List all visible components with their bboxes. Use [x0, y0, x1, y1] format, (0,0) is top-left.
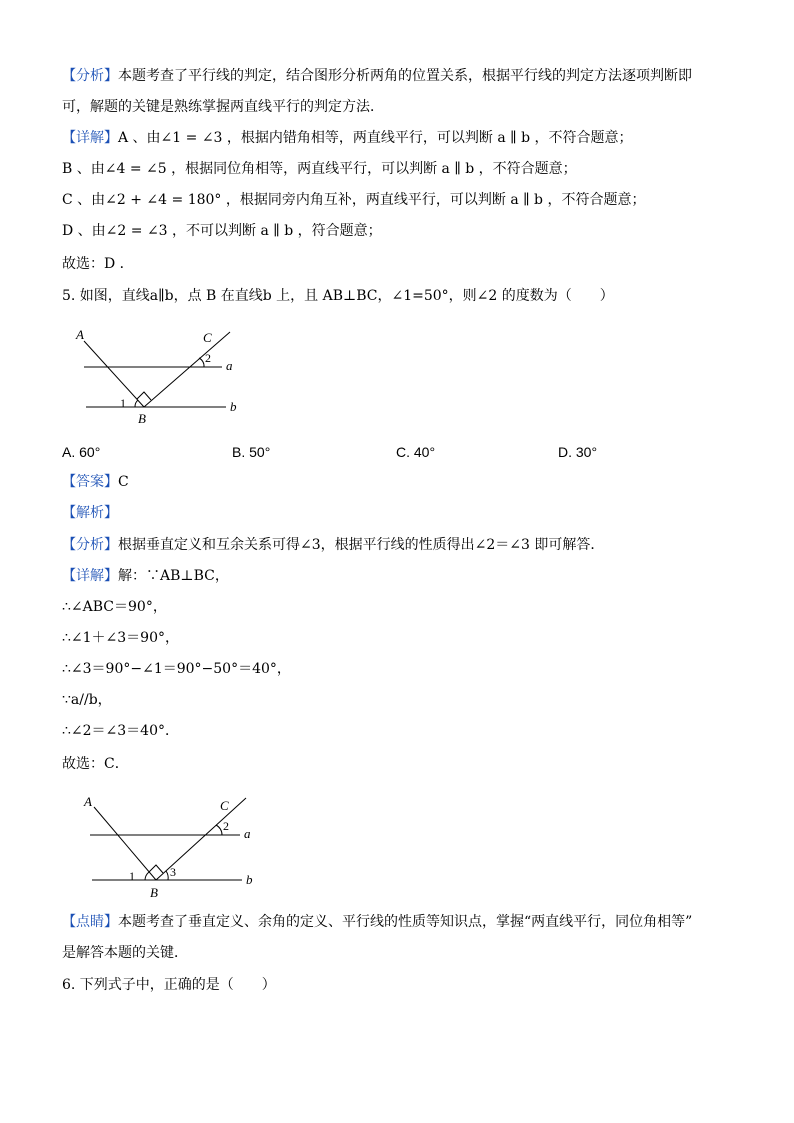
solution-step-6: ∴∠2＝∠3＝40°．: [62, 723, 179, 739]
answer-line: [62, 472, 742, 492]
answer-value: C: [118, 474, 129, 490]
comment-text: 本题考查了垂直定义、余角的定义、平行线的性质等知识点，掌握“两直线平行，同位角相等”: [118, 914, 693, 930]
q5-analysis-text: 根据垂直定义和互余关系可得∠3，根据平行线的性质得出∠2＝∠3 即可解答．: [118, 537, 605, 553]
right-angle-mark: [137, 392, 151, 400]
solution-step-1: 解：∵AB⊥BC，: [118, 568, 229, 584]
label-b-point: B: [150, 885, 158, 900]
comment-line-2: 是解答本题的关键．: [62, 945, 188, 961]
choice-b: B. 50°: [232, 444, 271, 460]
q5-detail-line: [62, 566, 742, 586]
label-a-point: A: [84, 794, 92, 809]
comment-tag: 【点睛】: [62, 914, 118, 930]
label-line-b: b: [246, 872, 253, 887]
label-angle-1: 1: [129, 869, 135, 883]
right-angle-mark: [149, 865, 163, 873]
segment-ab: [84, 341, 144, 407]
detail-option-a: A 、由∠1 = ∠3 ，根据内错角相等，两直线平行，可以判断 a ∥ b ，不符合题意；: [118, 130, 633, 146]
solution-step-7: 故选：C．: [62, 756, 129, 772]
solution-step-2: ∴∠ABC＝90°，: [62, 599, 167, 615]
label-line-a: a: [244, 826, 251, 841]
analysis-text: 本题考查了平行线的判定，结合图形分析两角的位置关系，根据平行线的判定方法逐项判断即: [118, 68, 692, 84]
label-c-point: C: [203, 330, 212, 345]
detail-tag: 【详解】: [62, 130, 118, 146]
choose-line: 故选：D ．: [62, 256, 134, 272]
segment-ab: [94, 807, 156, 880]
angle-2-arc: [199, 358, 204, 367]
label-angle-2: 2: [205, 351, 211, 365]
label-line-a: a: [226, 358, 233, 373]
solution-step-4: ∴∠3＝90°−∠1＝90°−50°＝40°，: [62, 661, 291, 677]
angle-2-arc: [216, 825, 222, 835]
angle-3-arc: [166, 871, 168, 880]
q5-analysis-tag: 【分析】: [62, 537, 118, 553]
jiexi-tag: 【解析】: [62, 505, 118, 521]
choice-d: D. 30°: [558, 444, 598, 460]
q5-detail-tag: 【详解】: [62, 568, 118, 584]
segment-bc: [144, 332, 230, 407]
label-angle-2: 2: [223, 819, 229, 833]
angle-1-arc: [135, 400, 138, 407]
choice-a: A. 60°: [62, 444, 101, 460]
detail-option-d: D 、由∠2 = ∠3 ，不可以判断 a ∥ b ，符合题意；: [62, 223, 382, 239]
detail-option-c: C 、由∠2 + ∠4 = 180° ，根据同旁内角互补，两直线平行，可以判断 a ∥ b ，不符合题意；: [62, 192, 646, 208]
choice-c: C. 40°: [396, 444, 436, 460]
label-a-point: A: [76, 327, 84, 342]
question-5-figure: [62, 325, 262, 430]
label-angle-1: 1: [120, 396, 126, 410]
detail-option-b: B 、由∠4 = ∠5 ，根据同位角相等，两直线平行，可以判断 a ∥ b ，不符合题意；: [62, 161, 577, 177]
label-b-point: B: [138, 411, 146, 426]
question-6-stem: 6. 下列式子中，正确的是（ ）: [62, 977, 276, 993]
question-5-stem: 5. 如图，直线a∥b，点 B 在直线b 上，且 AB⊥BC，∠1=50°，则∠2 的度数为（ ）: [62, 288, 614, 304]
label-line-b: b: [230, 399, 237, 414]
analysis-line-1: [62, 66, 742, 86]
solution-figure: [70, 790, 270, 900]
q5-analysis-line: [62, 535, 742, 555]
label-angle-3: 3: [170, 865, 176, 879]
angle-1-arc: [145, 872, 149, 880]
label-c-point: C: [220, 798, 229, 813]
answer-tag: 【答案】: [62, 474, 118, 490]
analysis-tag: 【分析】: [62, 68, 118, 84]
detail-line-a: [62, 128, 742, 148]
comment-line-1: [62, 912, 742, 932]
solution-step-5: ∵a//b，: [62, 692, 112, 708]
analysis-line-2: 可，解题的关键是熟练掌握两直线平行的判定方法．: [62, 99, 384, 115]
solution-step-3: ∴∠1＋∠3＝90°，: [62, 630, 179, 646]
jiexi-line: [62, 503, 742, 523]
